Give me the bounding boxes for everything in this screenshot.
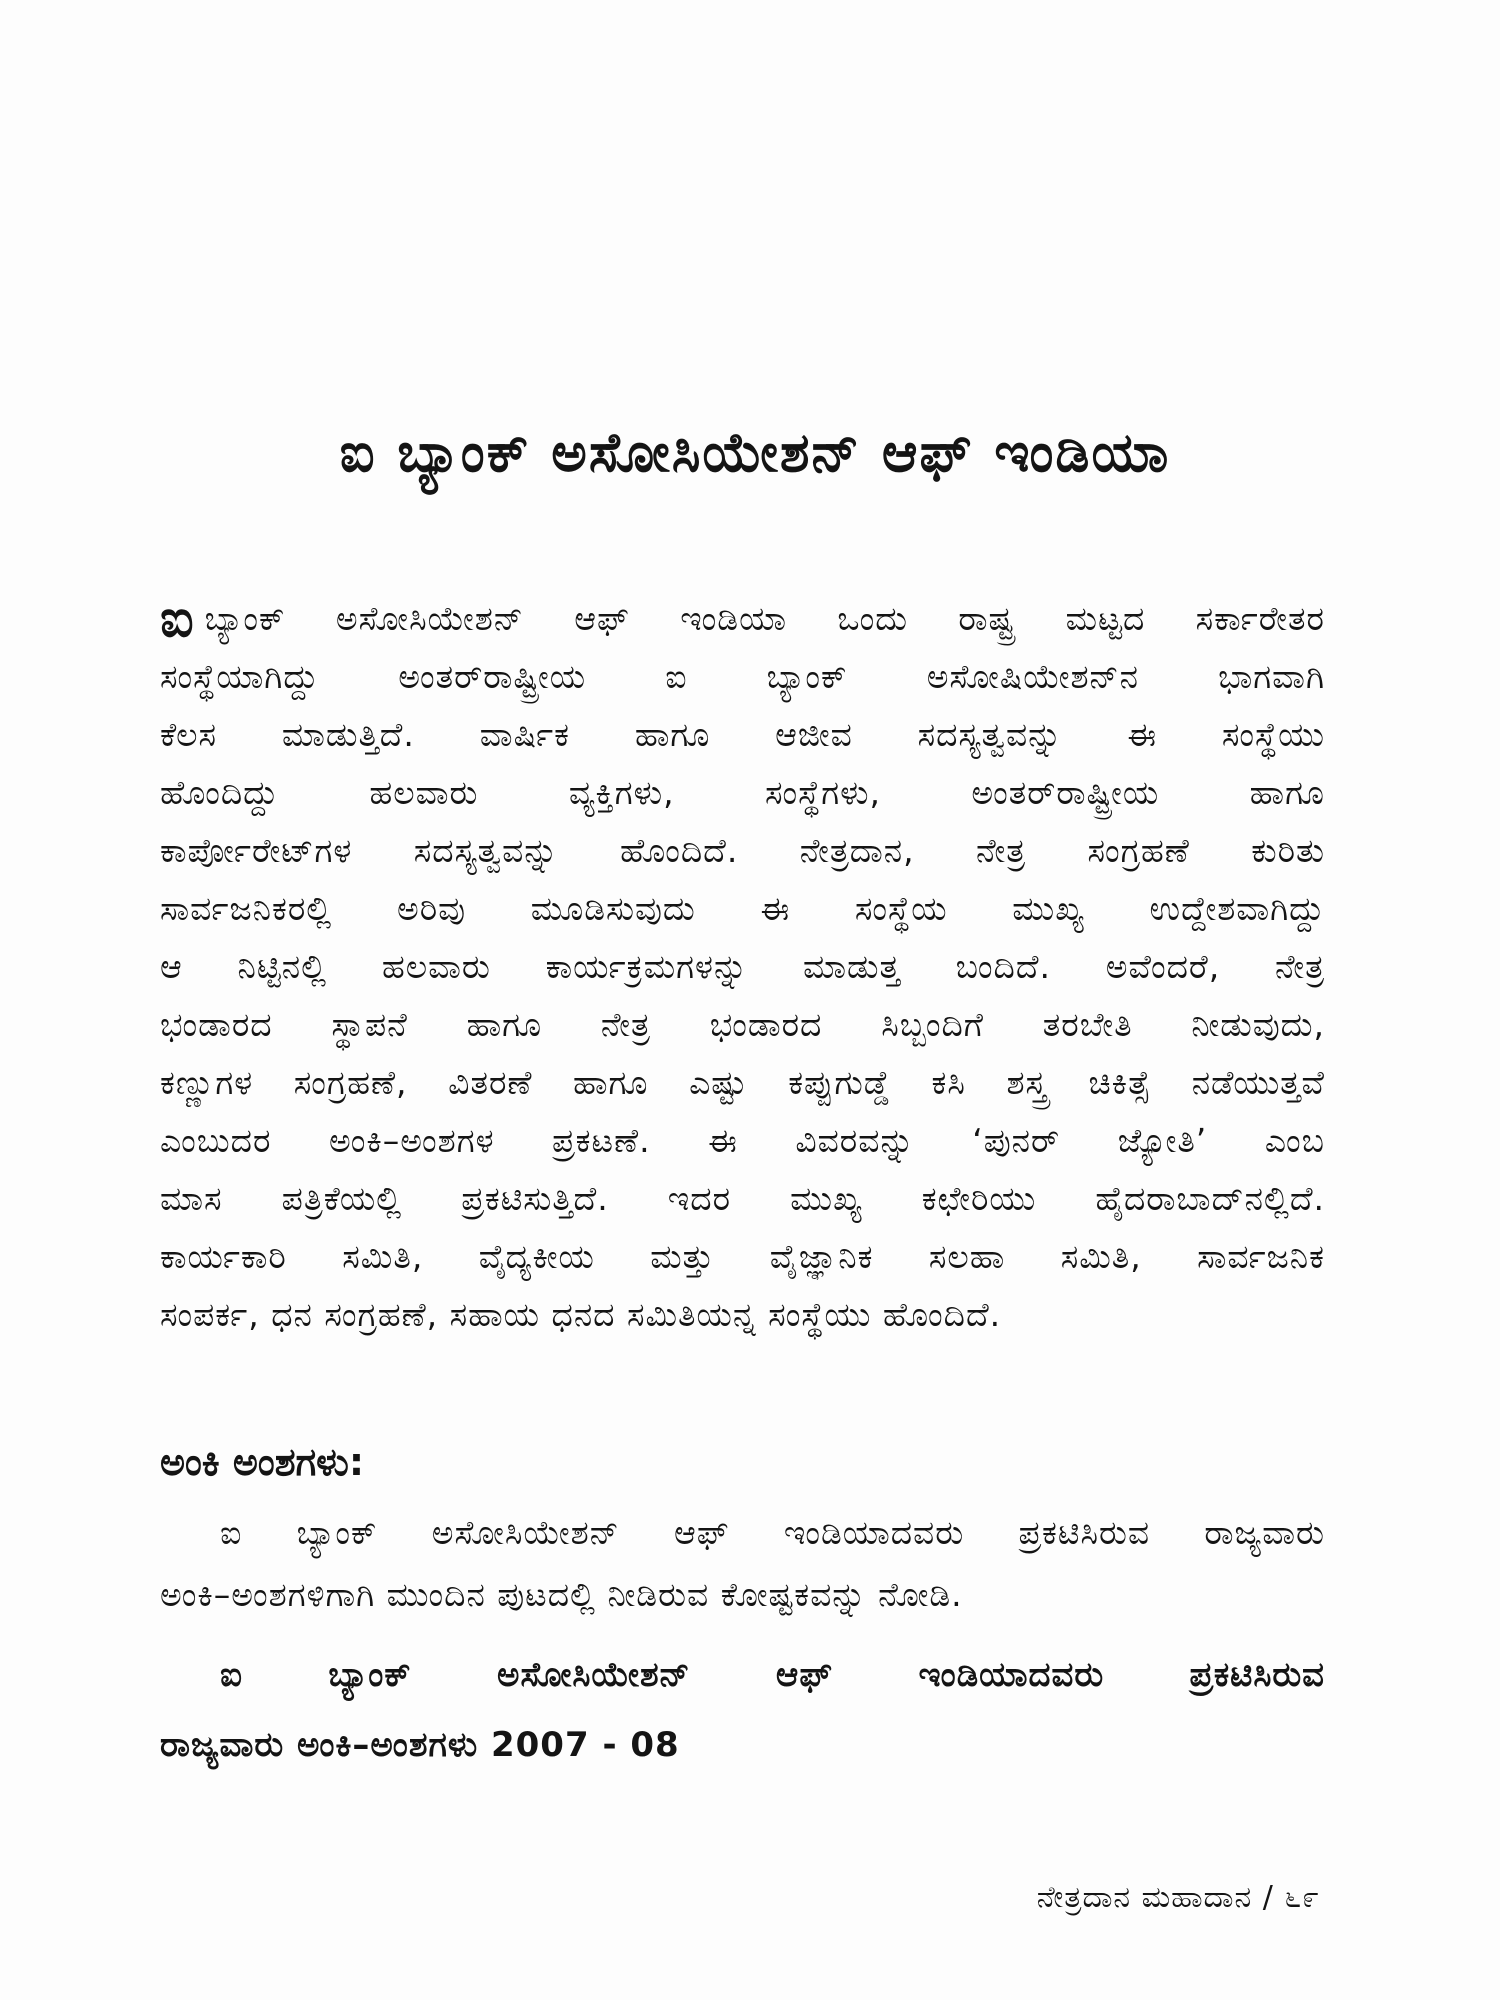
paragraph-line: ಕಾರ್ಪೋರೇಟ್‌ಗಳ ಸದಸ್ಯತ್ವವನ್ನು ಹೊಂದಿದೆ. ನೇತ್ರದಾನ, ನೇತ್ರ ಸಂಗ್ರಹಣೆ ಕುರಿತು [160,831,1325,870]
paragraph-line: ಅಂಕಿ–ಅಂಶಗಳಿಗಾಗಿ ಮುಂದಿನ ಪುಟದಲ್ಲಿ ನೀಡಿರುವ ಕೋಷ್ಟಕವನ್ನು ನೋಡಿ. [160,1575,963,1614]
paragraph-line: ಸಾರ್ವಜನಿಕರಲ್ಲಿ ಅರಿವು ಮೂಡಿಸುವುದು ಈ ಸಂಸ್ಥೆಯ ಮುಖ್ಯ ಉದ್ದೇಶವಾಗಿದ್ದು [160,889,1325,928]
paragraph-line: ಭಂಡಾರದ ಸ್ಥಾಪನೆ ಹಾಗೂ ನೇತ್ರ ಭಂಡಾರದ ಸಿಬ್ಬಂದಿಗೆ ತರಬೇತಿ ನೀಡುವುದು, [160,1005,1325,1044]
paragraph-line: ಐ ಬ್ಯಾಂಕ್ ಅಸೋಸಿಯೇಶನ್ ಆಫ್ ಇಂಡಿಯಾದವರು ಪ್ರಕಟಿಸಿರುವ ರಾಜ್ಯವಾರು [220,1513,1325,1552]
paragraph-line: ಸಂಸ್ಥೆಯಾಗಿದ್ದು ಅಂತರ್‌ರಾಷ್ಟ್ರೀಯ ಐ ಬ್ಯಾಂಕ್ ಅಸೋಷಿಯೇಶನ್‌ನ ಭಾಗವಾಗಿ [160,657,1325,696]
paragraph-line: ಕೆಲಸ ಮಾಡುತ್ತಿದೆ. ವಾರ್ಷಿಕ ಹಾಗೂ ಆಜೀವ ಸದಸ್ಯತ್ವವನ್ನು ಈ ಸಂಸ್ಥೆಯು [160,715,1325,754]
drop-cap: ಐ [160,589,195,649]
page-footer: ನೇತ್ರದಾನ ಮಹಾದಾನ / ೬೯ [1036,1880,1320,1915]
intro-paragraph [160,590,1325,1344]
paragraph-line: ಎಂಬುದರ ಅಂಕಿ–ಅಂಶಗಳ ಪ್ರಕಟಣೆ. ಈ ವಿವರವನ್ನು ‘ಪುನರ್ ಜ್ಯೋತಿ’ ಎಂಬ [160,1121,1325,1160]
stats-paragraph [160,1502,1325,1626]
section-heading: ಅಂಕಿ ಅಂಶಗಳು: [160,1440,365,1484]
paragraph-line: ಮಾಸ ಪತ್ರಿಕೆಯಲ್ಲಿ ಪ್ರಕಟಿಸುತ್ತಿದೆ. ಇದರ ಮುಖ್ಯ ಕಛೇರಿಯು ಹೈದರಾಬಾದ್‌ನಲ್ಲಿದೆ. [160,1179,1325,1218]
paragraph-line: ಹೊಂದಿದ್ದು ಹಲವಾರು ವ್ಯಕ್ತಿಗಳು, ಸಂಸ್ಥೆಗಳು, ಅಂತರ್‌ರಾಷ್ಟ್ರೀಯ ಹಾಗೂ [160,773,1325,812]
table-caption [160,1640,1325,1780]
caption-line: ಐ ಬ್ಯಾಂಕ್ ಅಸೋಸಿಯೇಶನ್ ಆಫ್ ಇಂಡಿಯಾದವರು ಪ್ರಕಟಿಸಿರುವ [220,1655,1325,1695]
paragraph-line: ಆ ನಿಟ್ಟಿನಲ್ಲಿ ಹಲವಾರು ಕಾರ್ಯಕ್ರಮಗಳನ್ನು ಮಾಡುತ್ತ ಬಂದಿದೆ. ಅವೆಂದರೆ, ನೇತ್ರ [160,947,1325,986]
paragraph-line: ಕಣ್ಣುಗಳ ಸಂಗ್ರಹಣೆ, ವಿತರಣೆ ಹಾಗೂ ಎಷ್ಟು ಕಪ್ಪುಗುಡ್ಡೆ ಕಸಿ ಶಸ್ತ್ರ ಚಿಕಿತ್ಸೆ ನಡೆಯುತ್ತವೆ [160,1063,1325,1102]
page-title: ಐ ಬ್ಯಾಂಕ್ ಅಸೋಸಿಯೇಶನ್ ಆಫ್ ಇಂಡಿಯಾ [339,421,1171,484]
paragraph-line: ಐಬ್ಯಾಂಕ್ ಅಸೋಸಿಯೇಶನ್ ಆಫ್ ಇಂಡಿಯಾ ಒಂದು ರಾಷ್ಟ್ರ ಮಟ್ಟದ ಸರ್ಕಾರೇತರ [160,589,1325,649]
caption-line: ರಾಜ್ಯವಾರು ಅಂಕಿ–ಅಂಶಗಳು 2007 - 08 [160,1725,680,1765]
paragraph-line: ಸಂಪರ್ಕ, ಧನ ಸಂಗ್ರಹಣೆ, ಸಹಾಯ ಧನದ ಸಮಿತಿಯನ್ನ ಸಂಸ್ಥೆಯು ಹೊಂದಿದೆ. [160,1295,1002,1334]
paragraph-line: ಕಾರ್ಯಕಾರಿ ಸಮಿತಿ, ವೈದ್ಯಕೀಯ ಮತ್ತು ವೈಜ್ಞಾನಿಕ ಸಲಹಾ ಸಮಿತಿ, ಸಾರ್ವಜನಿಕ [160,1237,1325,1276]
